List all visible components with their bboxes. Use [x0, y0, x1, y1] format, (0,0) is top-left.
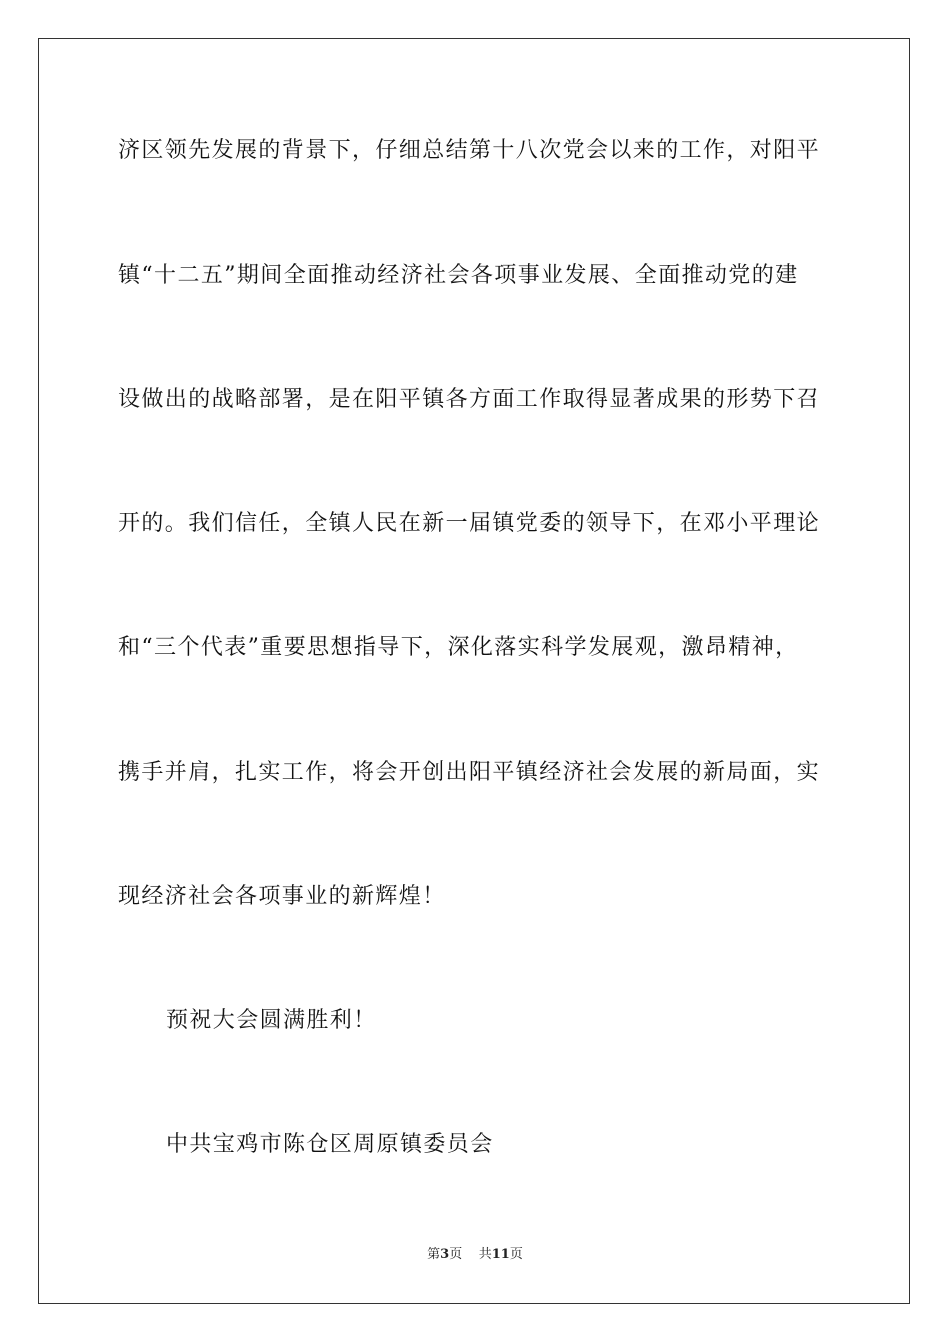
footer-total-suffix: 页 [509, 1247, 523, 1262]
signature-line: 中共宝鸡市陈仓区周原镇委员会 [166, 1132, 494, 1157]
page-footer [0, 1246, 950, 1264]
footer-total-pages: 11 [491, 1247, 510, 1262]
footer-page-prefix: 第 [427, 1247, 441, 1262]
page-border [38, 38, 910, 1304]
body-line-6: 携手并肩，扎实工作，将会开创出阳平镇经济社会发展的新局面，实 [118, 760, 821, 785]
body-line-2: 镇“十二五”期间全面推动经济社会各项事业发展、全面推动党的建 [118, 263, 799, 288]
body-line-1: 济区领先发展的背景下，仔细总结第十八次党会以来的工作，对阳平 [118, 138, 821, 163]
footer-total-prefix: 共 [478, 1247, 492, 1262]
body-line-4: 开的。我们信任，全镇人民在新一届镇党委的领导下，在邓小平理论 [118, 511, 821, 536]
body-line-5: 和“三个代表”重要思想指导下，深化落实科学发展观，激昂精神， [118, 635, 799, 660]
footer-page-number: 3 [440, 1247, 450, 1262]
body-line-7: 现经济社会各项事业的新辉煌！ [118, 884, 446, 909]
closing-wish: 预祝大会圆满胜利！ [166, 1008, 377, 1033]
footer-page-suffix: 页 [449, 1247, 463, 1262]
body-line-3: 设做出的战略部署，是在阳平镇各方面工作取得显著成果的形势下召 [118, 387, 821, 412]
